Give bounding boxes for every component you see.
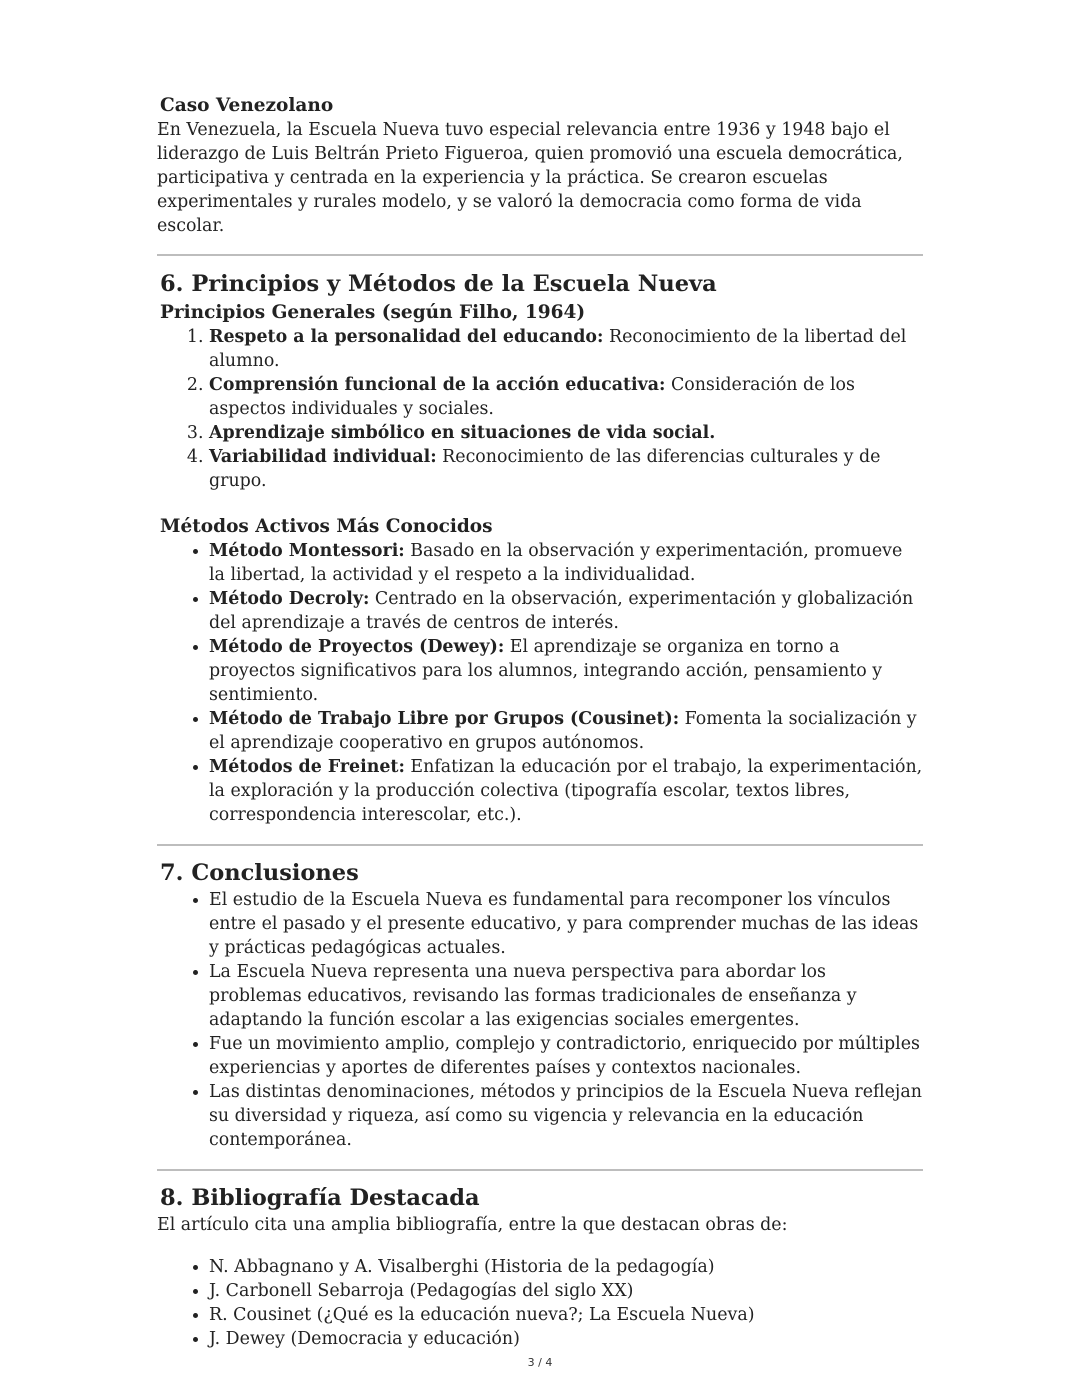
list-item: • R. Cousinet (¿Qué es la educación nueva?; La Escuela Nueva) — [209, 1303, 923, 1327]
item-text: Fomenta la socialización y el aprendizaje cooperativo en grupos autónomos. — [209, 709, 917, 753]
caso-venezolano-paragraph: En Venezuela, la Escuela Nueva tuvo especial relevancia entre 1936 y 1948 bajo el liderazgo de Luis Beltrán Prieto Figueroa, quien promovió una escuela democrática, participativa y centrada en la experiencia y la práctica. Se crearon escuelas experimentales y rurales modelo, y se valoró la democracia como forma de vida escolar. — [157, 120, 903, 236]
metodos-heading: Métodos Activos Más Conocidos — [160, 516, 493, 537]
list-item: • Fue un movimiento amplio, complejo y contradictorio, enriquecido por múltiples experiencias y aportes de diferentes países y contextos nacionales. — [209, 1032, 923, 1080]
list-item: • J. Dewey (Democracia y educación) — [209, 1327, 923, 1351]
item-text: Centrado en la observación, experimentación y globalización del aprendizaje a través de centros de interés. — [209, 589, 914, 633]
section-divider — [157, 844, 923, 846]
page-number: 3 / 4 — [527, 1356, 553, 1369]
item-term: Método de Trabajo Libre por Grupos (Cousinet): — [209, 709, 680, 729]
section-divider — [157, 254, 923, 256]
item-term: Aprendizaje simbólico en situaciones de vida social. — [209, 423, 716, 443]
metodos-list — [157, 539, 923, 827]
item-text: Enfatizan la educación por el trabajo, la experimentación, la exploración y la producción colectiva (tipografía escolar, textos libres, correspondencia interescolar, etc.). — [209, 757, 923, 825]
item-term: Comprensión funcional de la acción educativa: — [209, 375, 666, 395]
section-7-heading: 7. Conclusiones — [160, 860, 359, 886]
item-term: Métodos de Freinet: — [209, 757, 405, 777]
list-item — [209, 635, 923, 707]
list-item — [209, 587, 923, 635]
list-item — [209, 373, 923, 421]
item-term: Método Decroly: — [209, 589, 370, 609]
item-text: El aprendizaje se organiza en torno a proyectos significativos para los alumnos, integrando acción, pensamiento y sentimiento. — [209, 637, 883, 705]
principios-list — [157, 325, 923, 493]
list-item — [209, 445, 923, 493]
list-item — [209, 755, 923, 827]
list-item — [209, 421, 923, 445]
list-item: • La Escuela Nueva representa una nueva perspectiva para abordar los problemas educativos, revisando las formas tradicionales de enseñanza y adaptando la función escolar a las exigencias sociales emergentes. — [209, 960, 923, 1032]
item-term: Método de Proyectos (Dewey): — [209, 637, 505, 657]
section-8-heading: 8. Bibliografía Destacada — [160, 1185, 480, 1211]
item-text: Basado en la observación y experimentación, promueve la libertad, la actividad y el respeto a la individualidad. — [209, 541, 903, 585]
caso-venezolano-heading: Caso Venezolano — [160, 95, 334, 116]
item-text: Reconocimiento de la libertad del alumno. — [209, 327, 907, 371]
bibliografia-list — [157, 1255, 923, 1351]
list-item: • J. Carbonell Sebarroja (Pedagogías del siglo XX) — [209, 1279, 923, 1303]
list-item: • N. Abbagnano y A. Visalberghi (Historia de la pedagogía) — [209, 1255, 923, 1279]
list-item — [209, 707, 923, 755]
section-divider — [157, 1169, 923, 1171]
item-term: Respeto a la personalidad del educando: — [209, 327, 604, 347]
item-term: Método Montessori: — [209, 541, 405, 561]
conclusiones-list — [157, 888, 923, 1152]
document-page — [157, 94, 923, 1351]
list-item — [209, 539, 923, 587]
list-item: • Las distintas denominaciones, métodos y principios de la Escuela Nueva reflejan su diversidad y riqueza, así como su vigencia y relevancia en la educación contemporánea. — [209, 1080, 923, 1152]
item-text: Consideración de los aspectos individuales y sociales. — [209, 375, 855, 419]
bibliografia-intro: El artículo cita una amplia bibliografía, entre la que destacan obras de: — [157, 1215, 788, 1235]
section-6-heading: 6. Principios y Métodos de la Escuela Nueva — [160, 271, 717, 297]
item-text: Reconocimiento de las diferencias culturales y de grupo. — [209, 447, 881, 491]
list-item — [209, 325, 923, 373]
principios-heading: Principios Generales (según Filho, 1964) — [160, 302, 586, 323]
item-term: Variabilidad individual: — [209, 447, 437, 467]
list-item: • El estudio de la Escuela Nueva es fundamental para recomponer los vínculos entre el pasado y el presente educativo, y para comprender muchas de las ideas y prácticas pedagógicas actuales. — [209, 888, 923, 960]
